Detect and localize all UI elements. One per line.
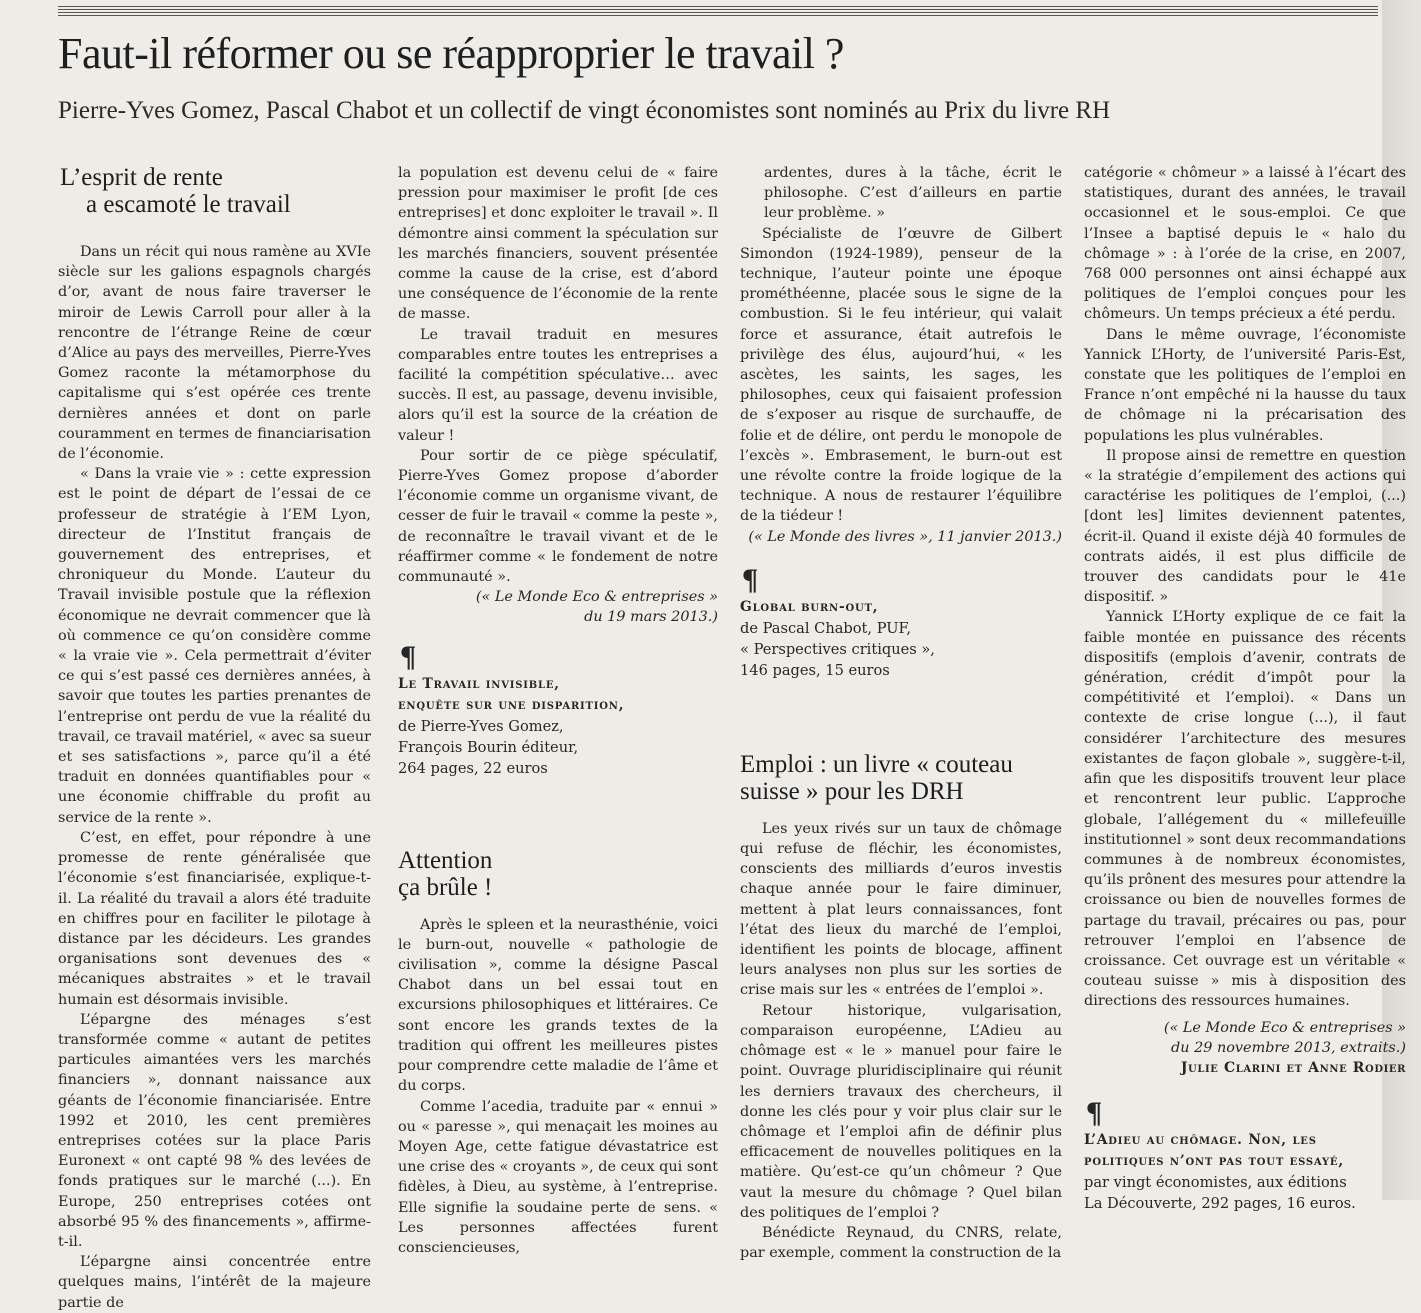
paragraph: la population est devenu celui de « faire pression pour maximiser le profit [de ces entreprises] et donc exploiter le travail ». Il démontre ainsi comment la spéculation sur les marchés financiers, souvent présentée comme la cause de la crise, est d’abord une conséquence de l’économie de la rente de masse. — [398, 165, 718, 323]
book-collection: « Perspectives critiques », — [740, 640, 935, 658]
top-rule — [58, 6, 1378, 16]
section3-title — [740, 751, 1062, 805]
pilcrow-icon: ¶ — [400, 639, 417, 673]
section2-title-line2: ça brûle ! — [398, 873, 493, 901]
book-reference-2 — [740, 597, 1062, 681]
column-1 — [58, 164, 371, 1313]
source-line: (« Le Monde Eco & entreprises » — [1163, 1019, 1406, 1036]
paragraph: Les yeux rivés sur un taux de chômage qui refuse de fléchir, les économistes, conscients des milliards d’euros investis chaque année pour le faire diminuer, mettent à plat leurs connaissances, font l’état des lieux du marché de l’emploi, identifient les points de blocage, affinent leurs analyses non plus sur les sorties de crise mais sur les « entrées de l’emploi ». — [740, 820, 1062, 999]
section1-title-line1: L’esprit de rente — [60, 164, 223, 191]
book-details: La Découverte, 292 pages, 16 euros. — [1084, 1195, 1356, 1213]
column-2 — [398, 163, 718, 1258]
book-title-line: politiques n’ont pas tout essayé, — [1084, 1153, 1344, 1170]
paragraph: Après le spleen et la neurasthénie, voici le burn-out, nouvelle « pathologie de civilisation », comme la désigne Pascal Chabot dans un bel essai tout en excursions philosophiques et littéraires. Ce sont encore les grands textes de la tradition qui offrent les meilleures pistes pour comprendre cette maladie de l’âme et du corps. — [398, 916, 718, 1095]
section1-title-line2: a escamoté le travail — [86, 191, 291, 218]
book-title-line: Le Travail invisible, — [398, 675, 560, 692]
pilcrow-icon: ¶ — [1086, 1096, 1103, 1130]
section2-title-line1: Attention — [398, 846, 493, 874]
book-author: de Pascal Chabot, PUF, — [740, 619, 912, 637]
paragraph: Bénédicte Reynaud, du CNRS, relate, par exemple, comment la construction de la — [740, 1224, 1062, 1262]
paragraph: Le travail traduit en mesures comparables entre toutes les entreprises a facilité la compétition spéculative… avec succès. Il est, au passage, devenu invisible, alors qu’il est la source de la création de valeur ! — [398, 326, 718, 444]
book-details: 264 pages, 22 euros — [398, 759, 548, 777]
headline: Faut-il réformer ou se réapproprier le travail ? — [58, 29, 844, 78]
paragraph: C’est, en effet, pour répondre à une promesse de rente généralisée que l’économie s’est financiarisée, explique-t-il. La réalité du travail a alors été traduite en chiffres pour en faciliter le pilotage à distance par les décideurs. Les grandes organisations sont devenues des « mécaniques abstraites » et le travail humain est désormais invisible. — [58, 829, 371, 1008]
paragraph: Retour historique, vulgarisation, comparaison européenne, L’Adieu au chômage est « le » manuel pour faire le point. Ouvrage pluridisciplinaire qui réunit les derniers travaux des chercheurs, il donne les clés pour y voir plus clair sur le chômage et l’emploi afin de définir plus efficacement de nouvelles politiques en la matière. Qu’est-ce qu’un chômeur ? Que vaut la mesure du chômage ? Quel bilan des politiques de l’emploi ? — [740, 1002, 1062, 1221]
subheadline: Pierre-Yves Gomez, Pascal Chabot et un collectif de vingt économistes sont nominés au Prix du livre RH — [58, 97, 1111, 124]
book-author: de Pierre-Yves Gomez, — [398, 717, 564, 735]
book-reference-1 — [398, 674, 718, 779]
source-line: (« Le Monde Eco & entreprises » — [475, 589, 718, 606]
book-publisher: François Bourin éditeur, — [398, 738, 579, 756]
column-3 — [740, 163, 1062, 1263]
source-line: du 29 novembre 2013, extraits.) — [1171, 1039, 1406, 1056]
paragraph: Dans le même ouvrage, l’économiste Yannick L’Horty, de l’université Paris-Est, constate que les politiques de l’emploi en France n’ont empêché ni la hausse du taux de chômage ni la précarisation des populations les plus vulnérables. — [1084, 326, 1406, 444]
book-title-line: enquête sur une disparition, — [398, 696, 625, 713]
section2-title — [398, 847, 718, 901]
section3-title-line2: suisse » pour les DRH — [740, 777, 964, 805]
book-author: par vingt économistes, aux éditions — [1084, 1174, 1347, 1192]
paragraph: Il propose ainsi de remettre en question « la stratégie d’empilement des actions qui caractérise les politiques de l’emploi, (...) [dont les] limites deviennent patentes, écrit-il. Quand il existe déjà 40 formules de contrats aidés, il est plus difficile de trouver des candidats pour le 41e dispositif. » — [1084, 447, 1406, 606]
paragraph: L’épargne des ménages s’est transformée comme « autant de petites particules aimantées vers les marchés financiers », donnant naissance aux géants de l’économie financiarisée. Entre 1992 et 2010, les cent premières entreprises cotées sur la place Paris Euronext « ont capté 98 % des levées de fonds pratiques sur le marché (...). En Europe, 250 entreprises cotées ont absorbé 95 % des financements », affirme-t-il. — [58, 1011, 371, 1250]
column-4 — [1084, 163, 1406, 1214]
paragraph: L’épargne ainsi concentrée entre quelques mains, l’intérêt de la majeure partie de — [58, 1254, 371, 1311]
book-title-line: Global burn-out, — [740, 598, 879, 615]
paragraph: Dans un récit qui nous ramène au XVIe siècle sur les galions espagnols chargés d’or, avant de nous faire traverser le miroir de Lewis Carroll pour aller à la rencontre de l’étrange Reine de cœur d’Alice au pays des merveilles, Pierre-Yves Gomez raconte la métamorphose du capitalisme qui s’est opérée ces trente dernières années et dont on parle couramment en termes de financiarisation de l’économie. — [58, 244, 371, 463]
section1-title — [58, 164, 371, 218]
source-line: (« Le Monde des livres », 11 janvier 2013.) — [748, 528, 1062, 545]
paragraph: catégorie « chômeur » a laissé à l’écart des statistiques, durant des années, le travail occasionnel et le sous-emploi. Ce que l’Insee a baptisé depuis le « halo du chômage » : à l’orée de la crise, en 2007, 768 000 personnes ont ainsi échappé aux politiques de l’emploi conçues pour les chômeurs. Un temps précieux a été perdu. — [1084, 165, 1406, 323]
source-line: du 19 mars 2013.) — [584, 609, 718, 626]
section3-title-line1: Emploi : un livre « couteau — [740, 750, 1013, 778]
paragraph: Yannick L’Horty explique de ce fait la faible montée en puissance des récents dispositifs (emplois d’avenir, contrats de génération, crédit d’impôt pour la compétitivité et l’emploi). « Dans un contexte de crise longue (...), il faut considérer l’architecture des mesures existantes de façon globale », suggère-t-il, afin que les dispositifs trouvent leur place et rencontrent leur public. L’approche globale, l’allégement du « millefeuille institutionnel » sont deux recommandations communes à de nombreux économistes, qu’ils prônent des mesures pour attendre la croissance ou bien de nouvelles formes de partage du travail, précaires ou pas, pour retrouver l’emploi en l’absence de croissance. Cet ouvrage est un véritable « couteau suisse » mis à disposition des directions des ressources humaines. — [1084, 609, 1406, 1010]
book-reference-3 — [1084, 1130, 1406, 1214]
byline-signature: Julie Clarini et Anne Rodier — [1180, 1059, 1406, 1076]
paragraph: Spécialiste de l’œuvre de Gilbert Simondon (1924-1989), penseur de la technique, l’auteur pointe une époque prométhéenne, placée sous le signe de la combustion. Si le feu intérieur, qui valait force et assurance, était autrefois le privilège des élus, aujourd’hui, « les ascètes, les saints, les sages, les philosophes, ceux qui faisaient profession de s’exposer au risque de surchauffe, de folie et de délire, ont perdu le monopole de l’excès ». Embrasement, le burn-out est une révolte contre la froide logique de la technique. A nous de restaurer l’équilibre de la tiédeur ! — [740, 225, 1062, 525]
pilcrow-icon: ¶ — [742, 562, 759, 596]
paragraph: « Dans la vraie vie » : cette expression est le point de départ de l’essai de ce professeur de stratégie à l’EM Lyon, directeur de l’Institut français de gouvernement des entreprises, et chroniqueur du Monde. L’auteur du Travail invisible postule que la réflexion économique ne devrait commencer que là où commence ce qu’on considère comme « la vraie vie ». Cela permettrait d’éviter ce qui s’est passé ces dernières années, à savoir que toutes les parties prenantes de l’entreprise ont perdu de vue la réalité du travail, ce travail matériel, « avec sa sueur et ses satisfactions », parce qu’il a été traduit en données quantifiables pour « une économie chiffrable du profit au service de la rente ». — [58, 466, 371, 826]
paragraph: Pour sortir de ce piège spéculatif, Pierre-Yves Gomez propose d’aborder l’économie comme un organisme vivant, de cesser de fuir le travail « comme la peste », de reconnaître le travail vivant et de le réaffirmer comme « le fondement de notre communauté ». — [398, 447, 718, 586]
paragraph: Comme l’acedia, traduite par « ennui » ou « paresse », qui menaçait les moines au Moyen Age, cette fatigue dévastatrice est une crise des « croyants », de ceux qui sont fidèles, à Dieu, au système, à l’entreprise. Elle signifie la soudaine perte de sens. « Les personnes affectées furent consciencieuses, — [398, 1098, 718, 1256]
paragraph: ardentes, dures à la tâche, écrit le philosophe. C’est d’ailleurs en partie leur problème. » — [764, 165, 1062, 222]
book-title-line: L’Adieu au chômage. Non, les — [1084, 1132, 1317, 1149]
book-details: 146 pages, 15 euros — [740, 661, 890, 679]
